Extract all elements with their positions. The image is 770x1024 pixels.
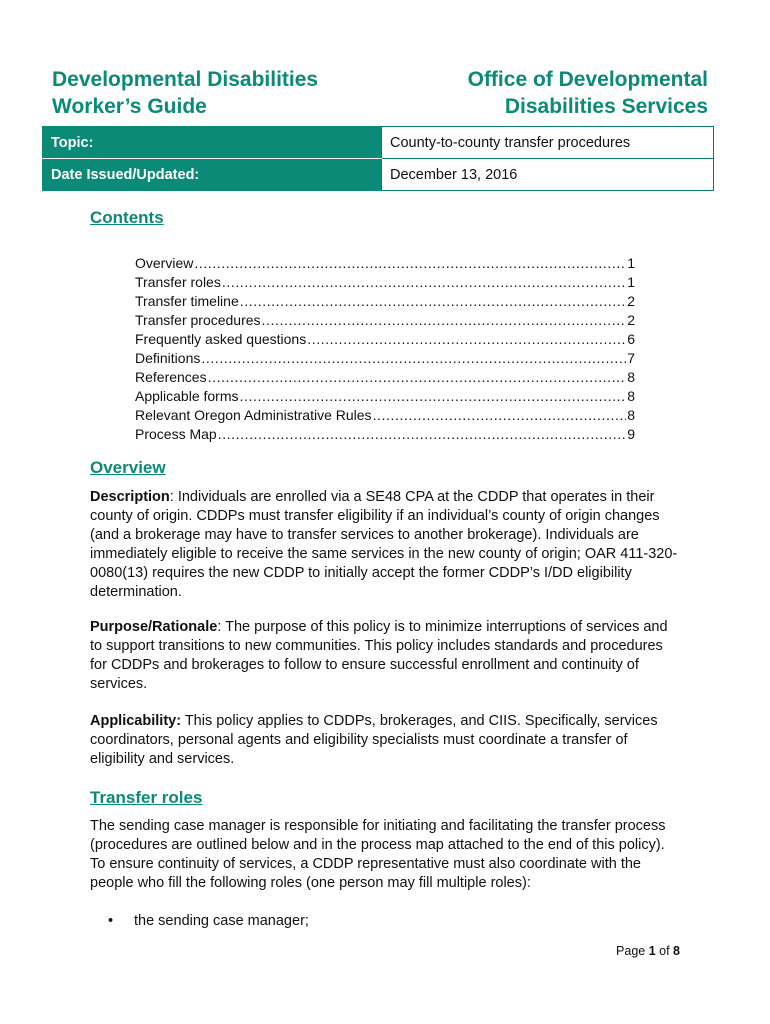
toc-item[interactable] bbox=[135, 349, 635, 368]
toc-item-page: 9 bbox=[627, 426, 635, 442]
toc-item-title[interactable]: Transfer timeline bbox=[135, 293, 239, 309]
page-of: of bbox=[655, 944, 674, 958]
toc-item[interactable] bbox=[135, 368, 635, 387]
toc-item-title[interactable]: Overview bbox=[135, 255, 194, 271]
page-prefix: Page bbox=[616, 944, 649, 958]
toc-item[interactable] bbox=[135, 330, 635, 349]
applicability-label: Applicability: bbox=[90, 713, 182, 729]
toc-item-page: 8 bbox=[627, 388, 635, 404]
office-title: Office of Developmental Disabilities Services bbox=[467, 68, 708, 118]
toc-item-title[interactable]: Process Map bbox=[135, 426, 217, 442]
overview-heading: Overview bbox=[90, 458, 166, 477]
toc-item[interactable] bbox=[135, 311, 635, 330]
description-paragraph bbox=[90, 488, 678, 602]
topic-label: Topic: bbox=[43, 127, 382, 159]
purpose-paragraph bbox=[90, 618, 678, 694]
list-item: • the sending case manager; bbox=[108, 912, 668, 931]
toc-item[interactable] bbox=[135, 292, 635, 311]
toc-item[interactable] bbox=[135, 387, 635, 406]
topic-table bbox=[42, 126, 714, 191]
toc-item-title[interactable]: Definitions bbox=[135, 350, 201, 366]
date-label: Date Issued/Updated: bbox=[43, 159, 382, 191]
page-footer bbox=[616, 944, 680, 958]
toc-item-page: 7 bbox=[627, 350, 635, 366]
toc-item[interactable] bbox=[135, 273, 635, 292]
toc-item-title[interactable]: Transfer procedures bbox=[135, 312, 261, 328]
purpose-label: Purpose/Rationale bbox=[90, 619, 218, 635]
transfer-roles-paragraph: The sending case manager is responsible for initiating and facilitating the transfer process (procedures are outlined below and in the process map attached to the end of this policy). To ensure continuity of services, a CDDP representative must also coordinate with the people who fill the following roles (one person may fill multiple roles): bbox=[90, 818, 666, 891]
topic-row bbox=[43, 127, 714, 159]
toc-item-page: 1 bbox=[627, 274, 635, 290]
page-number: 1 bbox=[648, 944, 656, 958]
applicability-text: This policy applies to CDDPs, brokerages, and CIIS. Specifically, services coordinators, personal agents and eligibility specialists must coordinate a transfer of eligibility and services. bbox=[90, 713, 658, 767]
topic-value: County-to-county transfer procedures bbox=[382, 127, 714, 159]
toc-item-page: 6 bbox=[627, 331, 635, 347]
page-total: 8 bbox=[673, 944, 680, 958]
date-row bbox=[43, 159, 714, 191]
toc-item-title[interactable]: Transfer roles bbox=[135, 274, 221, 290]
toc-item[interactable] bbox=[135, 406, 635, 425]
description-text: : Individuals are enrolled via a SE48 CPA at the CDDP that operates in their county of origin. CDDPs must transfer eligibility if an individual’s county of origin changes (and a brokerage may have to transfer services to another brokerage). Individuals are immediately eligible to receive the same services in the new county of origin; OAR 411-320-0080(13) requires the new CDDP to initially accept the former CDDP’s I/DD eligibility determination. bbox=[90, 489, 678, 600]
date-value: December 13, 2016 bbox=[382, 159, 714, 191]
contents-heading: Contents bbox=[90, 208, 164, 227]
toc-item-title[interactable]: Relevant Oregon Administrative Rules bbox=[135, 407, 372, 423]
description-label: Description bbox=[90, 489, 170, 505]
guide-title: Developmental Disabilities Worker’s Guide bbox=[52, 68, 319, 118]
toc-item-page: 2 bbox=[627, 312, 635, 328]
toc-item-title[interactable]: References bbox=[135, 369, 207, 385]
purpose-text: : The purpose of this policy is to minimize interruptions of services and to support transitions to new communities. This policy includes standards and procedures for CDDPs and brokerages to follow to ensure successful enrollment and continuity of services. bbox=[90, 619, 668, 692]
toc-item-title[interactable]: Frequently asked questions bbox=[135, 331, 307, 347]
transfer-roles-heading: Transfer roles bbox=[90, 788, 203, 807]
toc-item[interactable] bbox=[135, 425, 635, 444]
toc-item-page: 8 bbox=[627, 407, 635, 423]
toc-item[interactable] bbox=[135, 254, 635, 273]
roles-list bbox=[108, 912, 668, 931]
applicability-paragraph bbox=[90, 712, 678, 769]
table-of-contents bbox=[135, 254, 635, 444]
toc-item-page: 1 bbox=[627, 255, 635, 271]
toc-item-page: 8 bbox=[627, 369, 635, 385]
toc-item-title[interactable]: Applicable forms bbox=[135, 388, 239, 404]
toc-item-page: 2 bbox=[627, 293, 635, 309]
